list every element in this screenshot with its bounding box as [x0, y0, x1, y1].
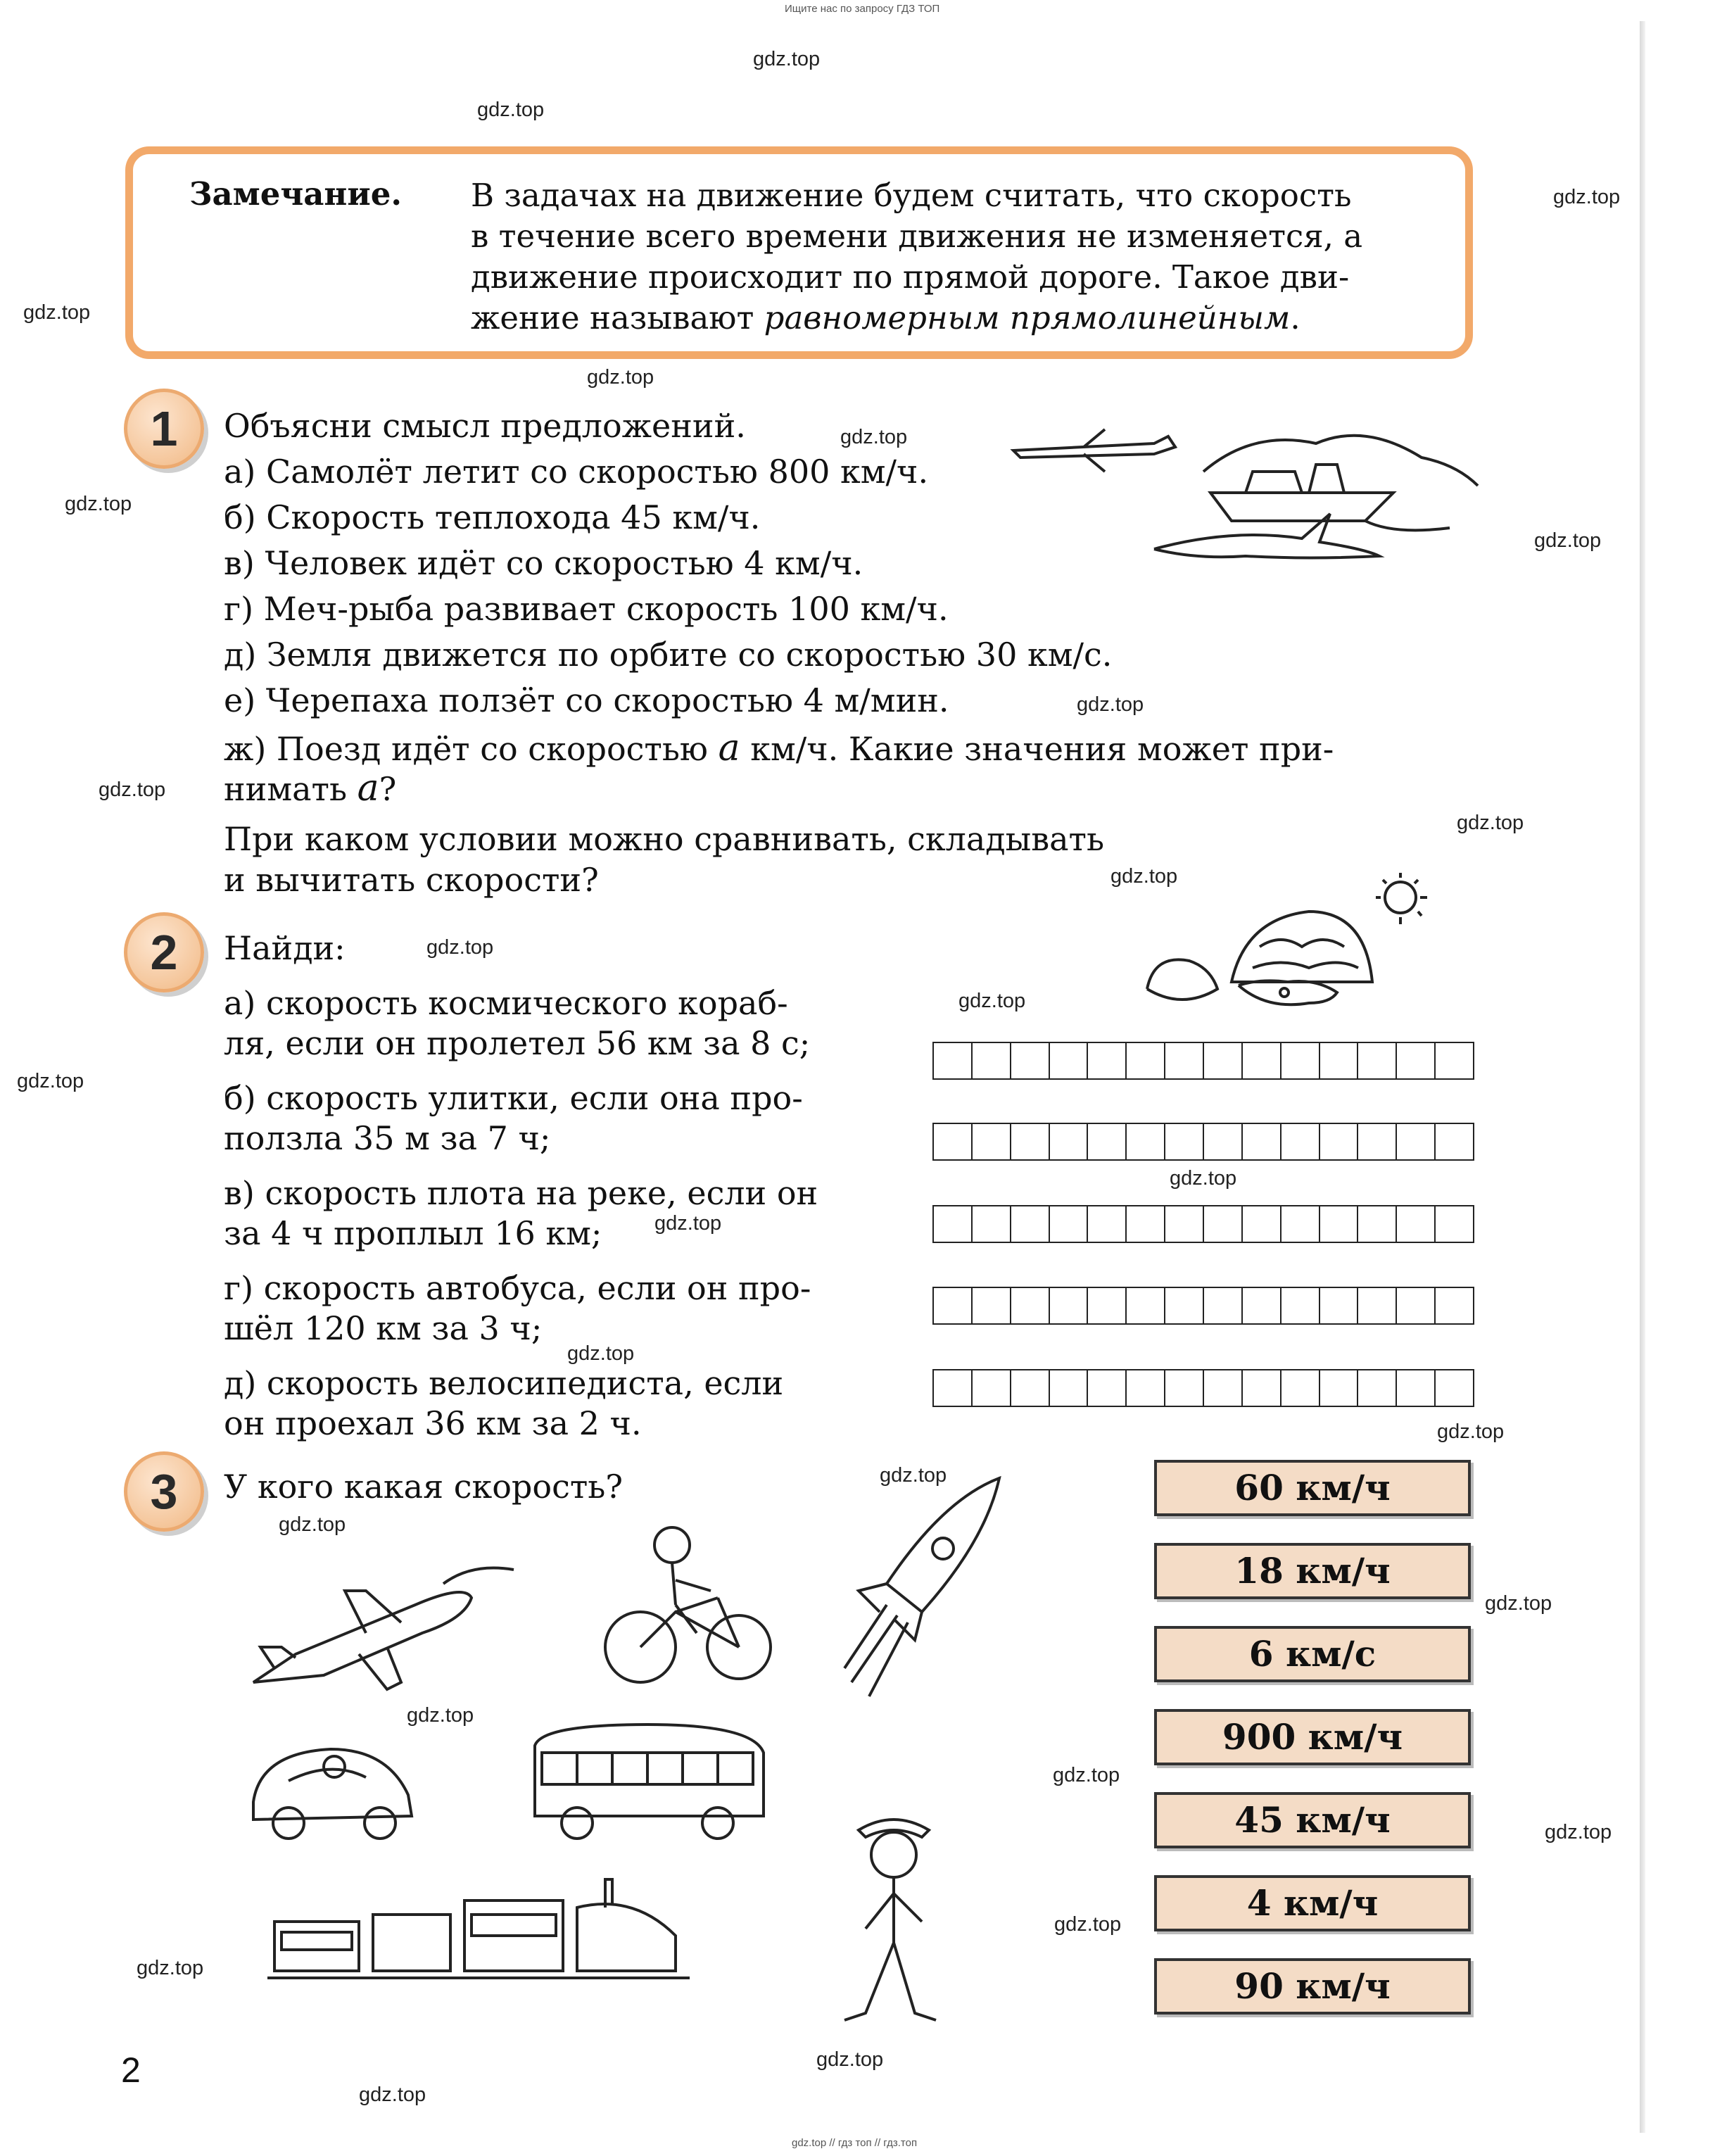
speed-card[interactable]: 45 км/ч — [1154, 1792, 1471, 1848]
task-2-line: г) скорость автобуса, если он про- — [224, 1269, 811, 1307]
item-zh-part: ? — [379, 770, 397, 808]
variable-a: a — [357, 767, 379, 809]
remark-line — [471, 298, 1442, 339]
watermark: gdz.top — [23, 301, 91, 324]
task-1-item: а) Самолёт летит со скоростью 800 км/ч. — [224, 453, 929, 491]
watermark: gdz.top — [17, 1070, 84, 1092]
task-1-question: При каком условии можно сравнивать, складывать — [224, 820, 1105, 858]
watermark: gdz.top — [359, 2083, 426, 2106]
task-2-line: шёл 120 км за 3 ч; — [224, 1309, 543, 1347]
speed-card[interactable]: 6 км/с — [1154, 1626, 1471, 1682]
speed-card[interactable]: 4 км/ч — [1154, 1875, 1471, 1931]
answer-grid[interactable] — [932, 1287, 1474, 1325]
task-2-title: Найди: — [224, 929, 346, 967]
remark-line: движение происходит по прямой дороге. Такое дви- — [471, 258, 1350, 296]
remark-line: В задачах на движение будем считать, что скорость — [471, 177, 1352, 214]
task-2-line: за 4 ч проплыл 16 км; — [224, 1214, 602, 1252]
item-zh-part: ж) Поезд идёт со скоростью — [224, 730, 719, 768]
watermark: gdz.top — [99, 778, 166, 801]
remark-line: в течение всего времени движения не изменяется, а — [471, 218, 1363, 255]
speed-card[interactable]: 900 км/ч — [1154, 1709, 1471, 1765]
car-illustration[interactable] — [246, 1725, 422, 1844]
task-2-line: д) скорость велосипедиста, если — [224, 1364, 784, 1402]
watermark: gdz.top — [407, 1704, 474, 1727]
watermark: gdz.top — [137, 1957, 204, 1979]
watermark: gdz.top — [840, 426, 908, 448]
watermark: gdz.top — [279, 1513, 346, 1536]
item-zh-part: нимать — [224, 770, 357, 808]
watermark: gdz.top — [1485, 1592, 1552, 1615]
watermark: gdz.top — [816, 2048, 884, 2071]
task-2-line: б) скорость улитки, если она про- — [224, 1079, 803, 1117]
task-2-line: а) скорость космического кораб- — [224, 984, 788, 1022]
answer-grid[interactable] — [932, 1205, 1474, 1243]
watermark: gdz.top — [1053, 1764, 1120, 1786]
variable-a: a — [718, 727, 740, 769]
task-3-title: У кого какая скорость? — [224, 1468, 623, 1506]
remark-text — [471, 175, 1442, 339]
task-2-line: ля, если он пролетел 56 км за 8 с; — [224, 1024, 811, 1062]
watermark: gdz.top — [587, 366, 654, 389]
task-1-item-zh — [224, 727, 1334, 769]
task-1-item: г) Меч-рыба развивает скорость 100 км/ч. — [224, 590, 949, 628]
watermark: gdz.top — [958, 990, 1026, 1012]
plane-ship-swordfish-illustration — [999, 415, 1492, 570]
page-edge-shadow — [1640, 21, 1645, 2133]
footer-line: gdz.top // гдз топ // гдз.топ — [792, 2137, 918, 2149]
answer-grid[interactable] — [932, 1042, 1474, 1080]
task-1-number: 1 — [124, 389, 204, 469]
task-1-item: б) Скорость теплохода 45 км/ч. — [224, 498, 761, 536]
task-2-line: в) скорость плота на реке, если он — [224, 1174, 818, 1212]
watermark: gdz.top — [1170, 1167, 1237, 1190]
watermark: gdz.top — [654, 1212, 722, 1235]
watermark: gdz.top — [567, 1342, 635, 1365]
remark-label: Замечание. — [189, 175, 403, 213]
task-1-item: в) Человек идёт со скоростью 4 км/ч. — [224, 544, 863, 582]
watermark: gdz.top — [753, 48, 821, 70]
watermark: gdz.top — [65, 493, 132, 515]
remark-line-start: жение называют — [471, 299, 764, 336]
watermark: gdz.top — [1553, 186, 1621, 208]
task-2-number: 2 — [124, 912, 204, 992]
watermark: gdz.top — [1534, 529, 1602, 552]
airplane-illustration[interactable] — [239, 1542, 521, 1696]
walking-man-illustration[interactable] — [795, 1802, 978, 2034]
watermark: gdz.top — [880, 1464, 947, 1487]
bus-illustration[interactable] — [521, 1717, 774, 1851]
page-number: 2 — [121, 2050, 141, 2090]
item-zh-part: км/ч. Какие значения может при- — [740, 730, 1334, 768]
watermark: gdz.top — [426, 936, 494, 959]
rocket-illustration[interactable] — [802, 1471, 1013, 1725]
task-3-number: 3 — [124, 1451, 204, 1532]
watermark: gdz.top — [1054, 1913, 1122, 1936]
remark-emphasis: равномерным прямолинейным — [764, 299, 1291, 336]
answer-grid[interactable] — [932, 1123, 1474, 1161]
speed-card[interactable]: 90 км/ч — [1154, 1958, 1471, 2015]
task-2-line: он проехал 36 км за 2 ч. — [224, 1404, 642, 1442]
watermark: gdz.top — [1457, 812, 1524, 834]
task-1-question: и вычитать скорости? — [224, 861, 599, 899]
speed-card[interactable]: 18 км/ч — [1154, 1543, 1471, 1599]
watermark: gdz.top — [477, 99, 545, 121]
task-2-line: ползла 35 м за 7 ч; — [224, 1119, 551, 1157]
watermark: gdz.top — [1545, 1821, 1612, 1843]
header-top-line: Ищите нас по запросу ГДЗ ТОП — [785, 3, 940, 15]
train-illustration[interactable] — [267, 1851, 690, 1992]
task-1-title: Объясни смысл предложений. — [224, 407, 746, 445]
turtle-sun-illustration — [1140, 869, 1450, 1031]
watermark: gdz.top — [1437, 1420, 1505, 1443]
task-1-item: е) Черепаха ползёт со скоростью 4 м/мин. — [224, 681, 949, 719]
remark-end: . — [1290, 299, 1301, 336]
task-1-item-zh-cont — [224, 767, 396, 809]
watermark: gdz.top — [1077, 693, 1144, 716]
watermark: gdz.top — [1110, 865, 1178, 888]
speed-card[interactable]: 60 км/ч — [1154, 1460, 1471, 1516]
answer-grid[interactable] — [932, 1369, 1474, 1407]
cyclist-illustration[interactable] — [598, 1513, 774, 1689]
task-1-item: д) Земля движется по орбите со скоростью 30 км/с. — [224, 636, 1113, 674]
remark-box — [125, 146, 1473, 359]
